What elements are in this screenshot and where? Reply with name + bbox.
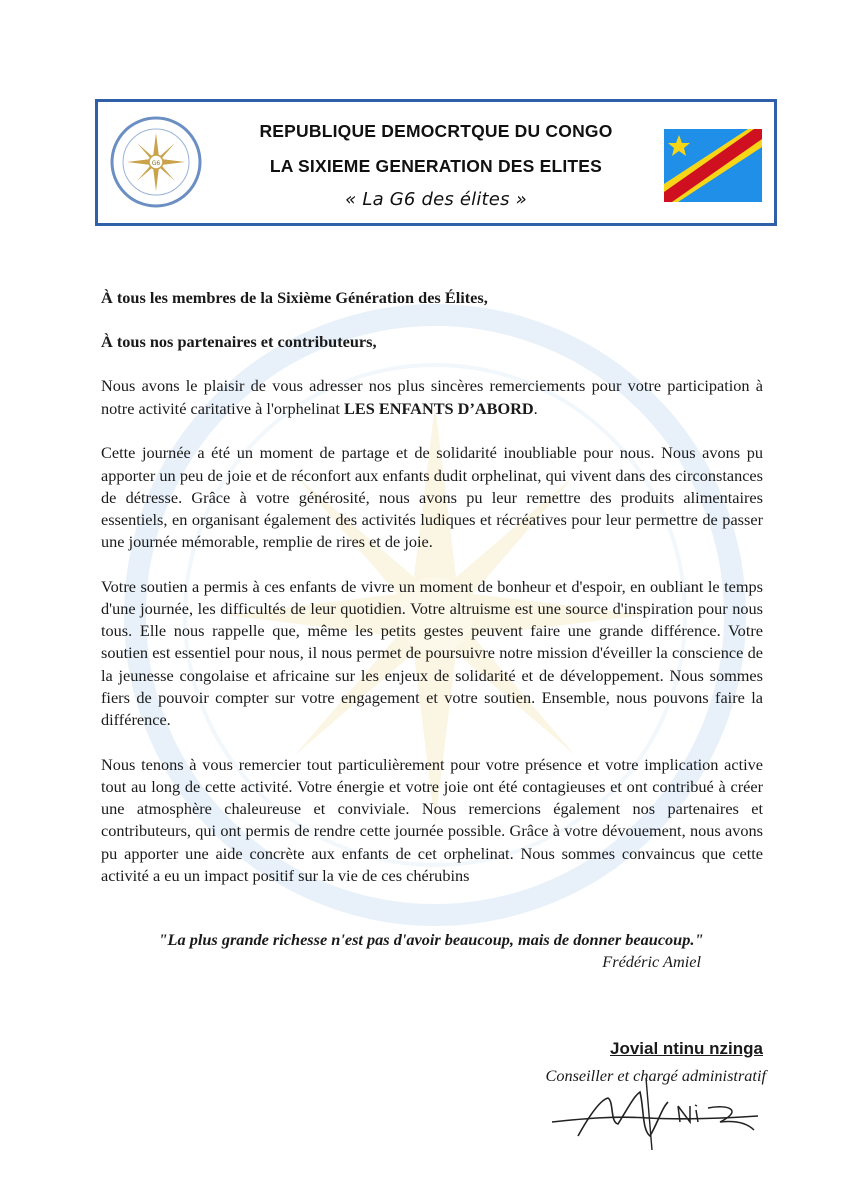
letterhead <box>95 99 777 226</box>
drc-flag-icon <box>664 129 762 202</box>
header-country: REPUBLIQUE DEMOCRTQUE DU CONGO <box>259 121 613 141</box>
handwritten-signature-icon <box>548 1078 763 1150</box>
letter-body <box>101 287 763 887</box>
greeting-members: À tous les membres de la Sixième Génération des Élites, <box>101 288 488 307</box>
paragraph-1-end: . <box>533 398 538 418</box>
header-organization: LA SIXIEME GENERATION DES ELITES <box>269 156 603 176</box>
paragraph-2: Cette journée a été un moment de partage et de solidarité inoubliable pour nous. Nous avons pu apporter un peu de joie et de réconfort aux enfants dudit orphelinat, qui vivent dans des circonstances de détresse. Grâce à votre générosité, nous avons pu leur remettre des produits alimentaires essentiels, en organisant également des activités ludiques et récréatives pour leur permettre de passer une journée mémorable, remplie de rires et de joie. <box>101 443 763 552</box>
orphanage-name: LES ENFANTS D’ABORD <box>343 398 534 418</box>
header-motto: « La G6 des élites » <box>345 189 527 210</box>
greeting-partners: À tous nos partenaires et contributeurs, <box>101 332 377 352</box>
paragraph-4: Nous tenons à vous remercier tout particulièrement pour votre présence et votre implication active tout au long de cette activité. Votre énergie et votre joie ont été contagieuses et ont contribué à créer une atmosphère chaleureuse et conviviale. Nous remercions également nos partenaires et contributeurs, qui ont permis de rendre cette journée possible. Grâce à votre dévouement, nous avons pu apporter une aide concrète aux enfants de cet orphelinat. Nous sommes convaincus que cette activité a eu un impact positif sur la vie de ces chérubins <box>101 754 763 885</box>
seal-center-text: G6 <box>151 160 161 167</box>
paragraph-3: Votre soutien a permis à ces enfants de vivre un moment de bonheur et d'espoir, en oubliant le temps d'une journée, les difficultés de leur quotidien. Votre altruisme est une source d'inspiration pour nous tous. Elle nous rappelle que, même les petits gestes peuvent faire une grande différence. Votre soutien est essentiel pour nous, il nous permet de poursuivre notre mission d'éveiller la conscience de la jeunesse congolaise et africaine sur les enjeux de solidarité et de développement. Nous sommes fiers de pouvoir compter sur votre engagement et votre soutien. Ensemble, nous pouvons faire la différence. <box>101 576 763 730</box>
signatory-name: Jovial ntinu nzinga <box>609 1039 763 1058</box>
quote-author: Frédéric Amiel <box>602 952 701 971</box>
signatory-role: Conseiller et chargé administratif <box>545 1066 766 1085</box>
closing-quote: "La plus grande richesse n'est pas d'avoir beaucoup, mais de donner beaucoup." <box>158 930 704 949</box>
paragraph-1-text: Nous avons le plaisir de vous adresser nos plus sincères remerciements pour votre participation à notre activité caritative à l'orphelinat <box>101 376 763 418</box>
paragraph-1 <box>101 375 763 419</box>
